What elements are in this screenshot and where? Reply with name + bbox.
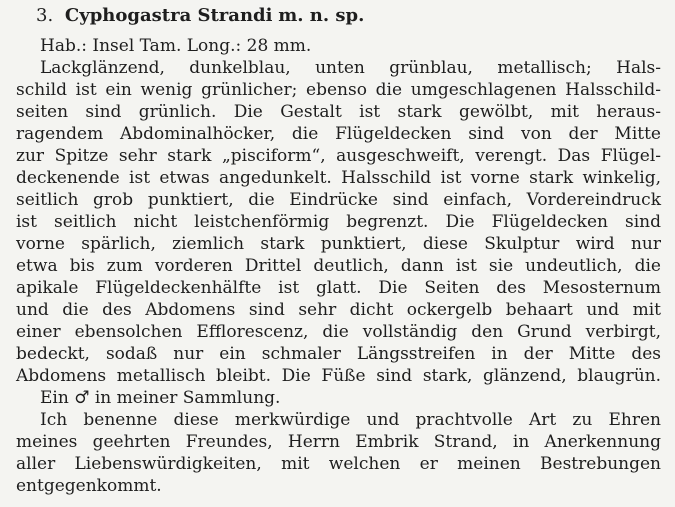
text-line: meines geehrten Freundes, Herrn Embrik Strand, in Anerkennung: [16, 432, 661, 452]
text-line: einer ebensolchen Efflorescenz, die vollständig den Grund verbirgt,: [16, 322, 661, 342]
text-line: seiten sind grünlich. Die Gestalt ist stark gewölbt, mit heraus-: [16, 102, 661, 122]
text-line: vorne spärlich, ziemlich stark punktiert, diese Skulptur wird nur: [16, 234, 661, 254]
text-line: ist seitlich nicht leistchenförmig begrenzt. Die Flügeldecken sind: [16, 212, 661, 232]
text-line: Abdomens metallisch bleibt. Die Füße sind stark, glänzend, blaugrün.: [16, 366, 661, 386]
species-name: Cyphogastra Strandi: [64, 5, 273, 26]
text-line-habitat: Hab.: Insel Tam. Long.: 28 mm.: [40, 36, 312, 56]
text-line: deckenende ist etwas angedunkelt. Halsschild ist vorne stark winkelig,: [16, 168, 661, 188]
text-line: aller Liebenswürdigkeiten, mit welchen er meinen Bestrebungen: [16, 454, 661, 474]
text-line: seitlich grob punktiert, die Eindrücke sind einfach, Vordereindruck: [16, 190, 661, 210]
text-line: schild ist ein wenig grünlicher; ebenso die umgeschlagenen Halsschild-: [16, 80, 661, 100]
text-line: etwa bis zum vorderen Drittel deutlich, dann ist sie undeutlich, die: [16, 256, 661, 276]
species-heading: [36, 3, 364, 29]
text-line: und die des Abdomens sind sehr dicht ockergelb behaart und mit: [16, 300, 661, 320]
text-line: Lackglänzend, dunkelblau, unten grünblau, metallisch; Hals-: [40, 58, 661, 78]
text-line: bedeckt, sodaß nur ein schmaler Längsstreifen in der Mitte des: [16, 344, 661, 364]
text-line-dedication: Ich benenne diese merkwürdige und prachtvolle Art zu Ehren: [40, 410, 661, 430]
text-line: apikale Flügeldeckenhälfte ist glatt. Die Seiten des Mesosternum: [16, 278, 661, 298]
species-author: m. n. sp.: [278, 5, 365, 26]
text-line: entgegenkommt.: [16, 476, 162, 496]
text-line: zur Spitze sehr stark „pisciform“, ausgeschweift, verengt. Das Flügel-: [16, 146, 661, 166]
species-number: 3.: [36, 5, 54, 26]
text-line: ragendem Abdominalhöcker, die Flügeldecken sind von der Mitte: [16, 124, 661, 144]
text-line-specimen: Ein ♂ in meiner Sammlung.: [40, 388, 281, 408]
